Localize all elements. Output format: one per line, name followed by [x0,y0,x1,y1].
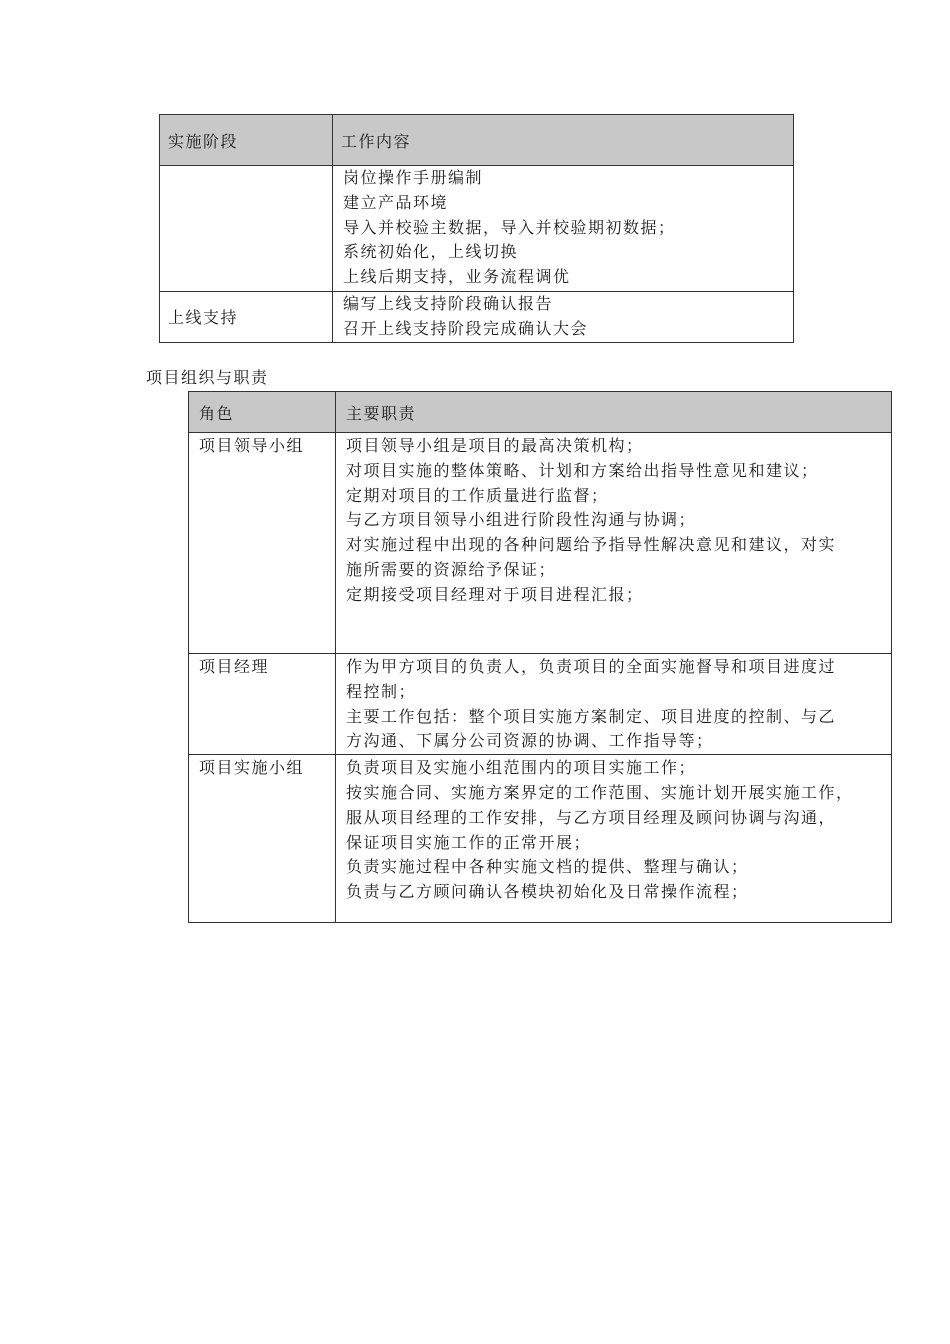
duties-cell [336,755,892,923]
duty-line: 与乙方项目领导小组进行阶段性沟通与协调； [346,510,697,530]
role-cell [189,433,336,654]
role-name: 项目经理 [199,657,270,676]
content-line: 导入并校验主数据，导入并校验期初数据； [343,217,676,237]
duty-line: 保证项目实施工作的正常开展； [346,832,592,852]
duty-line: 负责实施过程中各种实施文档的提供、整理与确认； [346,857,749,877]
duties-cell [336,654,892,755]
content-cell [333,166,794,292]
column-header-duties: 主要职责 [336,392,892,433]
column-header-role: 角色 [189,392,336,433]
duty-line: 对实施过程中出现的各种问题给予指导性解决意见和建议，对实 [346,535,837,555]
duties-cell [336,433,892,654]
duty-line: 负责与乙方顾问确认各模块初始化及日常操作流程； [346,882,749,902]
duty-line: 施所需要的资源给予保证； [346,559,557,579]
content-line: 岗位操作手册编制 [343,168,484,187]
duty-line: 服从项目经理的工作安排，与乙方项目经理及顾问协调与沟通， [346,807,837,827]
content-line: 上线后期支持，业务流程调优 [343,267,571,287]
roles-responsibilities-table [188,391,892,923]
content-cell [333,292,794,343]
content-line: 建立产品环境 [343,192,449,212]
table-header-row [160,115,794,166]
role-cell [189,755,336,923]
duty-line: 作为甲方项目的负责人，负责项目的全面实施督导和项目进度过 [346,657,837,676]
table-row [160,166,794,292]
duty-line: 负责项目及实施小组范围内的项目实施工作； [346,758,697,778]
role-name: 项目实施小组 [199,758,305,778]
stage-cell [160,166,333,292]
role-cell [189,654,336,755]
section-title: 项目组织与职责 [146,368,269,387]
duty-line: 对项目实施的整体策略、计划和方案给出指导性意见和建议； [346,460,819,480]
duty-line: 项目领导小组是项目的最高决策机构； [346,436,644,455]
table-row [189,654,892,755]
content-line: 系统初始化，上线切换 [343,242,519,262]
column-header-content: 工作内容 [333,115,794,166]
table-row [189,433,892,654]
implementation-stage-table [159,114,794,343]
column-header-stage: 实施阶段 [160,115,333,166]
duty-line: 程控制； [346,681,417,701]
content-line: 编写上线支持阶段确认报告 [343,294,554,313]
duty-line: 按实施合同、实施方案界定的工作范围、实施计划开展实施工作， [346,782,854,802]
duty-line: 方沟通、下属分公司资源的协调、工作指导等； [346,731,714,751]
table-row [160,292,794,343]
duty-line: 定期接受项目经理对于项目进程汇报； [346,584,644,604]
table-header-row [189,392,892,433]
role-name: 项目领导小组 [199,436,305,455]
duty-line: 定期对项目的工作质量进行监督； [346,485,609,505]
duty-line: 主要工作包括：整个项目实施方案制定、项目进度的控制、与乙 [346,706,837,726]
table-row [189,755,892,923]
stage-cell: 上线支持 [160,292,333,343]
content-line: 召开上线支持阶段完成确认大会 [343,318,589,338]
